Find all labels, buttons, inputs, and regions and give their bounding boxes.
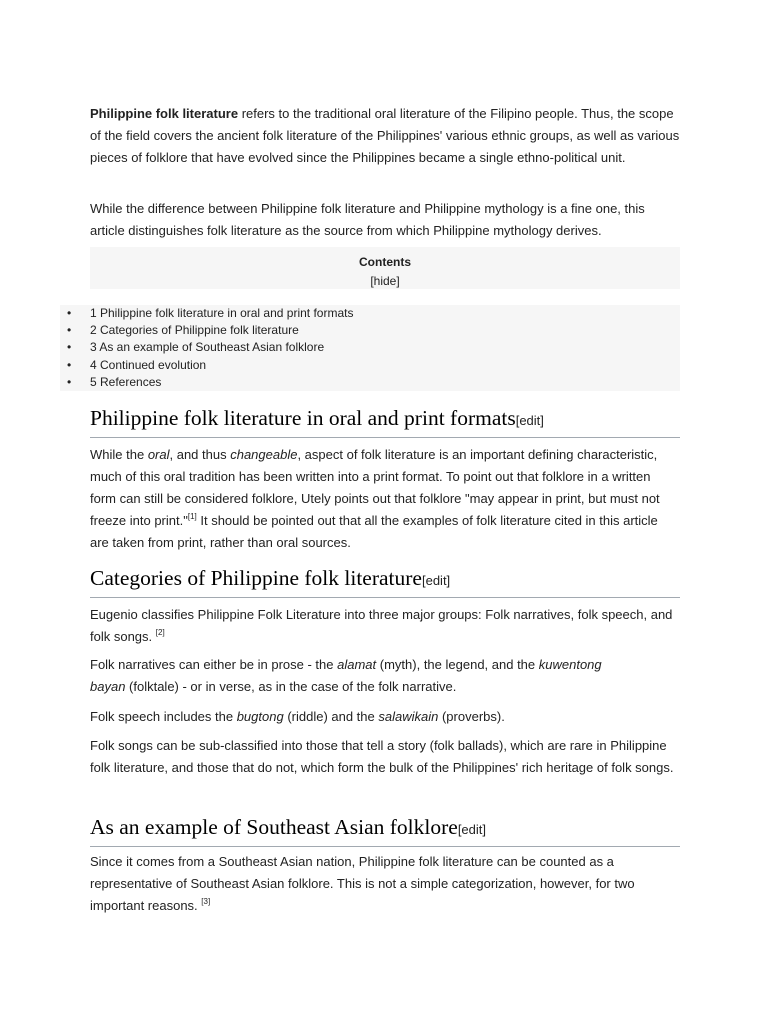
intro-bold-term: Philippine folk literature	[90, 106, 239, 121]
text-run: While the	[90, 447, 148, 462]
toc-item-label: 2 Categories of Philippine folk literature	[90, 323, 299, 338]
text-run: It should be pointed out that all the examples of folk literature cited in this article are taken from print, rather than oral sources.	[90, 513, 658, 550]
section1-paragraph	[90, 444, 680, 554]
bullet-icon: •	[67, 374, 72, 389]
italic-term: kuwentong	[538, 657, 602, 672]
section-heading-text: As an example of Southeast Asian folklore	[90, 815, 458, 839]
italic-term: changeable	[230, 447, 298, 462]
italic-term: bugtong	[236, 709, 284, 724]
italic-term: bayan	[90, 679, 126, 694]
text-run: Eugenio classifies Philippine Folk Literature into three major groups: Folk narratives, folk speech, and folk songs.	[90, 607, 673, 644]
edit-link[interactable]: [edit]	[421, 573, 451, 588]
toc-title: Contents	[359, 255, 411, 269]
edit-link[interactable]: [edit]	[457, 822, 486, 837]
text-run: (riddle) and the	[283, 709, 379, 724]
section3-paragraph	[90, 851, 680, 917]
text-run: Since it comes from a Southeast Asian nation, Philippine folk literature can be counted as a representative of Southeast Asian folklore. This is not a simple categorization, however, for two important reasons.	[90, 854, 635, 913]
text-run: (myth), the legend, and the	[376, 657, 539, 672]
toc-hide-link[interactable]: [hide]	[370, 274, 400, 288]
toc-header	[90, 247, 680, 289]
toc-item-label: 4 Continued evolution	[90, 357, 207, 372]
toc-item[interactable]	[60, 339, 680, 356]
section-heading-text: Categories of Philippine folk literature	[90, 566, 422, 590]
intro-p1-text: refers to the traditional oral literature of the Filipino people. Thus, the scope of the field covers the ancient folk literature of the Philippines' various ethnic groups, as well as various pieces of folklore that have evolved since the Philippines became a single ethno-political unit.	[90, 106, 680, 165]
bullet-icon: •	[67, 340, 72, 355]
section-heading-text: Philippine folk literature in oral and print formats	[90, 406, 516, 430]
bullet-icon: •	[67, 357, 72, 372]
section2-paragraph-2	[90, 654, 680, 698]
section-heading-oral-print	[90, 405, 680, 438]
reference-link[interactable]: [2]	[155, 627, 165, 637]
toc-item[interactable]	[60, 374, 680, 391]
text-run: , and thus	[169, 447, 231, 462]
edit-link[interactable]: [edit]	[515, 413, 544, 428]
intro-paragraph-1	[90, 103, 680, 169]
text-run: (folktale) - or in verse, as in the case of the folk narrative.	[125, 679, 457, 694]
toc-item-label: 5 References	[90, 374, 162, 389]
section-heading-categories	[90, 565, 680, 598]
text-run: (proverbs).	[438, 709, 505, 724]
intro-paragraph-2: While the difference between Philippine folk literature and Philippine mythology is a fine one, this article distinguishes folk literature as the source from which Philippine mythology derives.	[90, 201, 645, 238]
italic-term: salawikain	[378, 709, 439, 724]
text-run: Folk speech includes the	[90, 709, 237, 724]
text-run: , aspect of folk literature is an important defining characteristic, much of this oral tradition has been written into a print format. To point out that folklore in a written form can still be considered folklore, Utely points out that folklore "may appear in print, but must not freeze into print."	[90, 447, 660, 528]
reference-link[interactable]: [1]	[187, 511, 197, 521]
italic-term: oral	[147, 447, 170, 462]
bullet-icon: •	[67, 306, 72, 320]
italic-term: alamat	[337, 657, 377, 672]
section2-paragraph-3	[90, 706, 680, 728]
section2-paragraph-4: Folk songs can be sub-classified into those that tell a story (folk ballads), which are rare in Philippine folk literature, and those that do not, which form the bulk of the Philippines' rich heritage of folk songs.	[90, 738, 674, 775]
section-heading-southeast-asian	[90, 814, 680, 847]
toc-item[interactable]	[60, 305, 680, 322]
toc-list	[60, 305, 680, 391]
toc-item[interactable]	[60, 357, 680, 374]
reference-link[interactable]: [3]	[201, 896, 211, 906]
toc-item-label: 1 Philippine folk literature in oral and print formats	[90, 306, 354, 320]
text-run: Folk narratives can either be in prose - the	[90, 657, 338, 672]
bullet-icon: •	[67, 323, 72, 338]
toc-item-label: 3 As an example of Southeast Asian folklore	[90, 340, 325, 355]
toc-item[interactable]	[60, 322, 680, 339]
section2-paragraph-1	[90, 604, 680, 648]
